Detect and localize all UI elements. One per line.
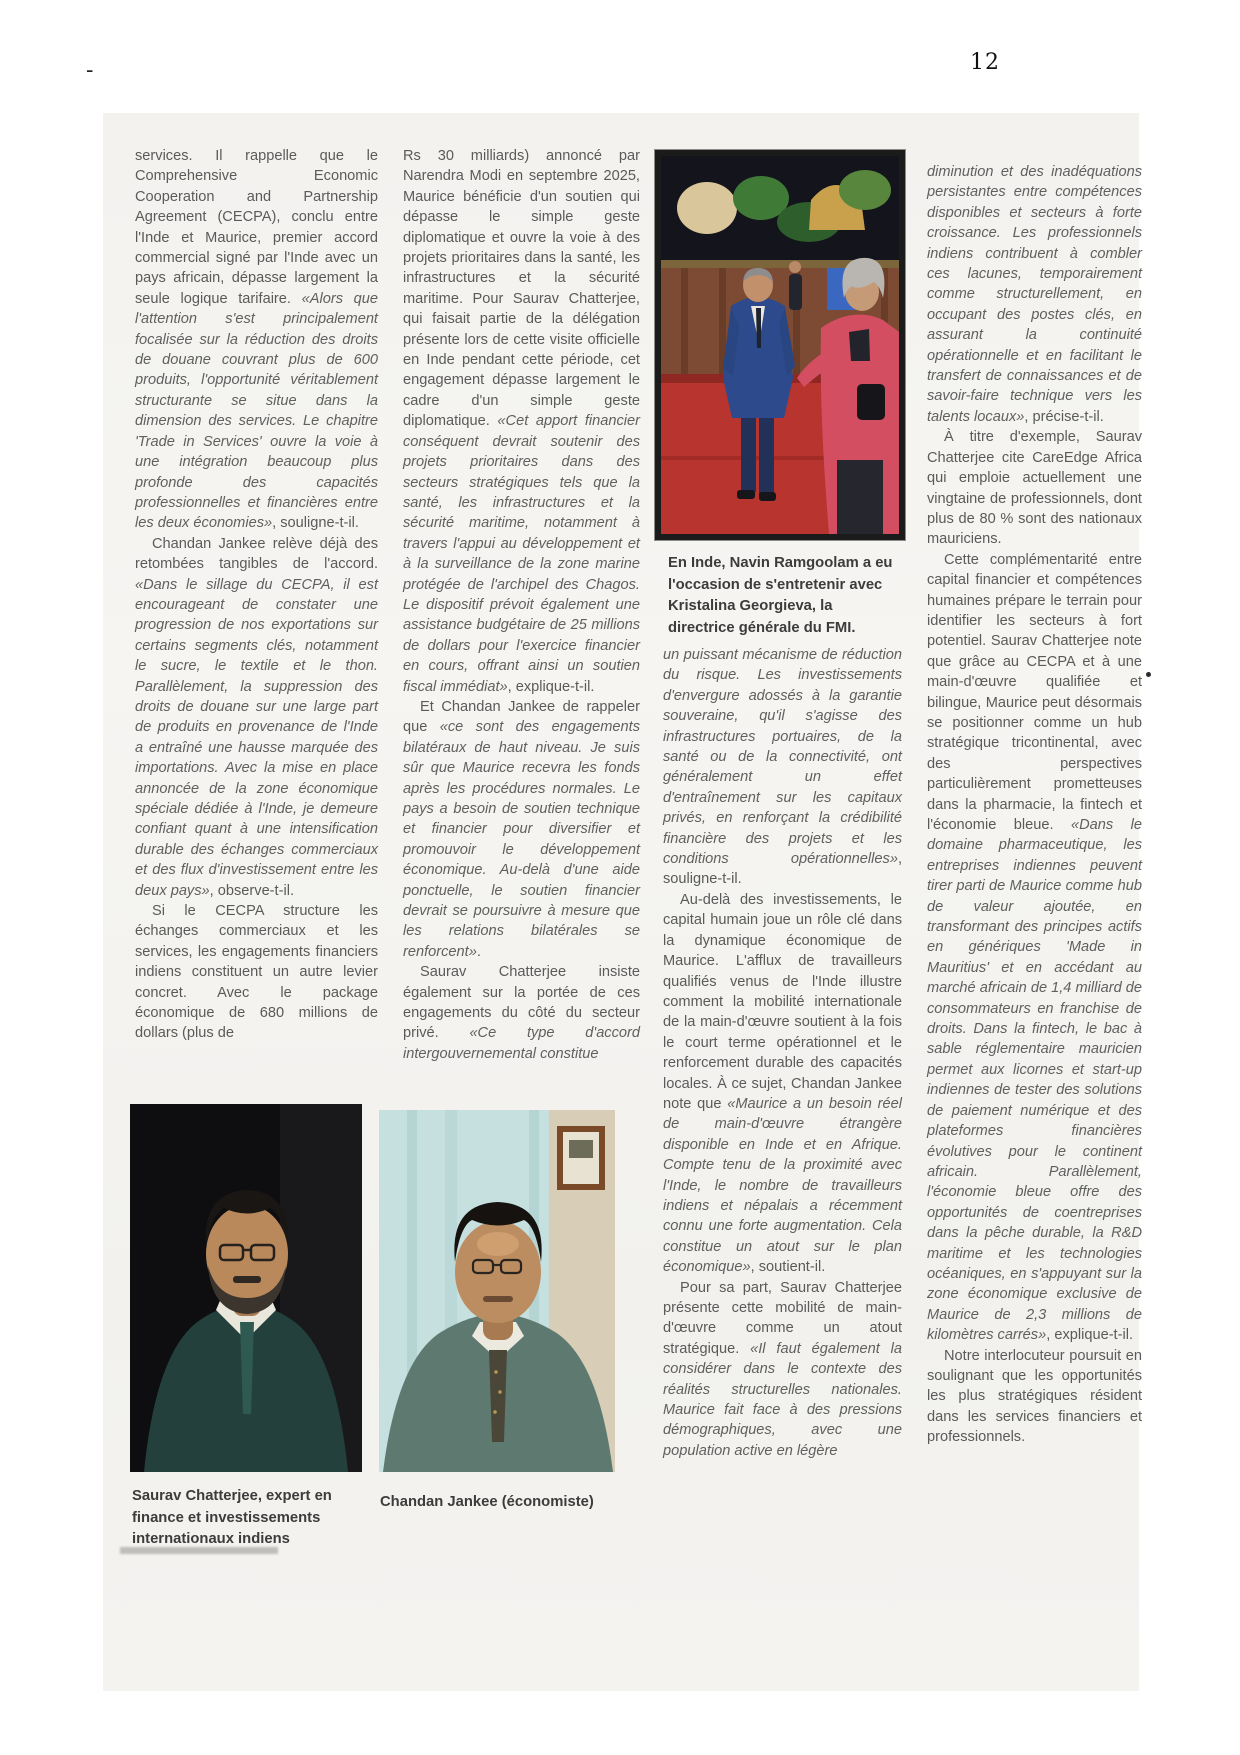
text-segment: .: [476, 943, 481, 960]
text-segment: diminution et des inadéquations persistantes entre compétences disponibles et secteurs à forte croissance. Les professionnels indiens contribuent à combler ces lacunes, temporairement comme structurellement, en occupant des postes clés, en assurant la continuité opérationnelle et en facilitant le transfert de connaissances et de savoir-faire technique vers les talents locaux»: [927, 164, 1142, 425]
article-paragraph: [135, 901, 378, 1044]
text-segment: À titre d'exemple, Saurav Chatterjee cite CareEdge Africa qui emploie actuellement une vingtaine de professionnels, dont plus de 80 % sont des nationaux mauriciens.: [927, 429, 1142, 548]
text-segment: Si le CECPA structure les échanges commerciaux et les services, les engagements financiers indiens constituent un autre levier concret. Avec le package économique de 680 millions de dollars (plus de: [135, 903, 378, 1042]
article-paragraph: [135, 146, 378, 534]
text-segment: , souligne-t-il.: [663, 851, 902, 888]
text-segment: Rs 30 milliards) annoncé par Narendra Modi en septembre 2025, Maurice bénéficie d'un soutien qui dépasse le simple geste diplomatique et ouvre la voie à des projets prioritaires dans la santé, les infrastructures et la sécurité maritime. Pour Saurav Chatterjee, qui faisait partie de la délégation présente lors de cette visite officielle en Inde pendant cette période, cet engagement dépasse largement le cadre d'un simple geste diplomatique.: [403, 148, 640, 430]
photo-saurav-chatterjee: [130, 1104, 362, 1472]
corner-dash-mark: -: [86, 58, 94, 83]
photo-illustration-meeting: [661, 156, 899, 534]
article-paragraph: [927, 550, 1142, 1346]
article-paragraph: [135, 534, 378, 901]
text-segment: , précise-t-il.: [1024, 408, 1104, 425]
text-segment: , souligne-t-il.: [272, 515, 359, 532]
main-photo-caption: En Inde, Navin Ramgoolam a eu l'occasion de s'entretenir avec Kristalina Georgieva, la directrice générale du FMI.: [668, 555, 893, 636]
text-segment: «ce sont des engagements bilatéraux de haut niveau. Je suis sûr que Maurice recevra les fonds après les procédures normales. Le pays a besoin de soutien technique et financier pour diversifier et promouvoir le développement économique. Au-delà d'une aide ponctuelle, le soutien financier devrait se poursuivre à mesure que les relations bilatérales se renforcent»: [403, 719, 641, 960]
text-segment: Pour sa part, Saurav Chatterjee présente cette mobilité de main-d'œuvre comme un atout stratégique.: [663, 1279, 902, 1357]
text-segment: , explique-t-il.: [1046, 1327, 1134, 1344]
scan-artifact-dot: [1146, 672, 1151, 677]
text-segment: «Cet apport financier conséquent devrait soutenir des projets prioritaires dans des secteurs stratégiques tels que la santé, les infrastructures et la sécurité maritime, notamment à travers l'appui au développement et à la surveillance de la zone marine protégée de l'archipel des Chagos. Le dispositif prévoit également une assistance budgétaire de 25 millions de dollars pour l'exercice financier en cours, offrant ainsi un soutien fiscal immédiat»: [403, 413, 640, 695]
article-paragraph: [403, 697, 640, 962]
article-paragraph: [403, 146, 640, 697]
article-paragraph: [663, 645, 902, 890]
article-paragraph: [663, 890, 902, 1278]
article-paragraph: [927, 1346, 1142, 1448]
photo-ramgoolam-georgieva: [655, 150, 905, 540]
article-paragraph: [403, 962, 640, 1064]
photo-illustration-chandan: [379, 1110, 615, 1472]
scan-smudge-artifact: [120, 1547, 278, 1554]
article-column-2: [403, 146, 640, 1064]
article-paragraph: [663, 1278, 902, 1462]
chandan-photo-caption: Chandan Jankee (économiste): [380, 1494, 594, 1510]
text-segment: Notre interlocuteur poursuit en soulignant que les opportunités les plus stratégiques résident dans les services financiers et professionnels.: [927, 1347, 1142, 1446]
text-segment: Et Chandan Jankee de rappeler que: [403, 698, 640, 736]
text-segment: Au-delà des investissements, le capital humain joue un rôle clé dans la dynamique économique de Maurice. L'afflux de travailleurs qualifiés venus de l'Inde illustre comment la mobilité internationale de la main-d'œuvre soutient à la fois le court terme opérationnel et le renforcement durable des capacités locales. À ce sujet, Chandan Jankee note que: [663, 891, 902, 1112]
saurav-photo-caption: Saurav Chatterjee, expert en finance et investissements internationaux indiens: [132, 1488, 332, 1547]
text-segment: , observe-t-il.: [209, 882, 294, 899]
text-segment: , explique-t-il.: [507, 678, 595, 695]
text-segment: , soutient-il.: [750, 1259, 826, 1276]
text-segment: un puissant mécanisme de réduction du risque. Les investissements d'envergure adossés à la garantie souveraine, qu'il s'agisse des infrastructures portuaires, de la santé ou de la connectivité, ont généralement un effet d'entraînement sur les capitaux privés, en renforçant la crédibilité financière des projets et les conditions opérationnelles»: [663, 647, 902, 868]
article-paragraph: [927, 427, 1142, 549]
article-column-1: [135, 146, 378, 1044]
text-segment: «Maurice a un besoin réel de main-d'œuvre étrangère disponible en Inde et en Afrique. Compte tenu de la proximité avec l'Inde, le nombre de travailleurs indiens et népalais a récemment connu une forte augmentation. Cela constitue un atout sur le plan économique»: [663, 1095, 902, 1276]
photo-chandan-jankee: [379, 1110, 615, 1472]
article-column-4: [927, 162, 1142, 1448]
text-segment: Chandan Jankee relève déjà des retombées tangibles de l'accord.: [135, 535, 378, 573]
text-segment: Cette complémentarité entre capital financier et compétences humaines prépare le terrain pour identifier les secteurs à fort potentiel. Saurav Chatterjee note que grâce au CECPA et à une main-d'œuvre qualifiée et bilingue, Maurice peut désormais se positionner comme un hub stratégique tricontinental, avec des perspectives particulièrement prometteuses dans la pharmacie, la fintech et l'économie bleue.: [927, 551, 1142, 833]
page-number: 12: [970, 50, 1000, 75]
text-segment: services. Il rappelle que le Comprehensive Economic Cooperation and Partnership Agreement (CECPA), conclu entre l'Inde et Maurice, premier accord commercial signé par l'Inde avec un pays africain, dépasse largement la seule logique tarifaire.: [135, 148, 378, 307]
text-segment: «Il faut également la considérer dans le contexte des réalités structurelles nationales. Maurice fait face à des pressions démographiques, avec une population active en légère: [663, 1340, 902, 1459]
photo-illustration-saurav: [130, 1104, 362, 1472]
text-segment: «Alors que l'attention s'est principalement focalisée sur la réduction des droits de douane couvrant plus de 600 produits, l'opportunité véritablement structurante se situe dans la dimension des services. Le chapitre 'Trade in Services' ouvre la voie à une intégration beaucoup plus profonde des capacités professionnelles et financières entre les deux économies»: [135, 290, 378, 532]
article-column-3: [663, 645, 902, 1461]
text-segment: «Dans le sillage du CECPA, il est encourageant de constater une progression de nos exportations sur certains segments clés, notamment le sucre, le textile et le thon. Parallèlement, la suppression des droits de douane sur une large part de produits en provenance de l'Inde a entraîné une hausse marquée des importations. Avec la mise en place annoncée de la zone économique spéciale dédiée à l'Inde, je demeure confiant quant à une intensification durable des échanges commerciaux et des flux d'investissement entre les deux pays»: [135, 576, 378, 899]
text-segment: «Dans le domaine pharmaceutique, les entreprises indiennes peuvent tirer parti de Maurice comme hub de valeur ajoutée, en transformant des principes actifs en génériques 'Made in Mauritius' et en accédant au marché africain de 1,4 milliard de consommateurs en franchise de droits. Dans la fintech, le bac à sable réglementaire mauricien permet aux licornes et start-up indiennes de tester des solutions de paiement numérique et des plateformes financières évolutives pour le continent africain. Parallèlement, l'économie bleue offre des opportunités de coentreprises dans la pêche durable, la R&D maritime et les technologies océaniques, en s'appuyant sur la zone économique exclusive de Maurice de 2,3 millions de kilomètres carrés»: [927, 817, 1142, 1344]
article-paragraph: [927, 162, 1142, 427]
text-segment: «Ce type d'accord intergouvernemental constitue: [403, 1025, 640, 1062]
text-segment: Saurav Chatterjee insiste également sur la portée de ces engagements du côté du secteur privé.: [403, 964, 640, 1042]
